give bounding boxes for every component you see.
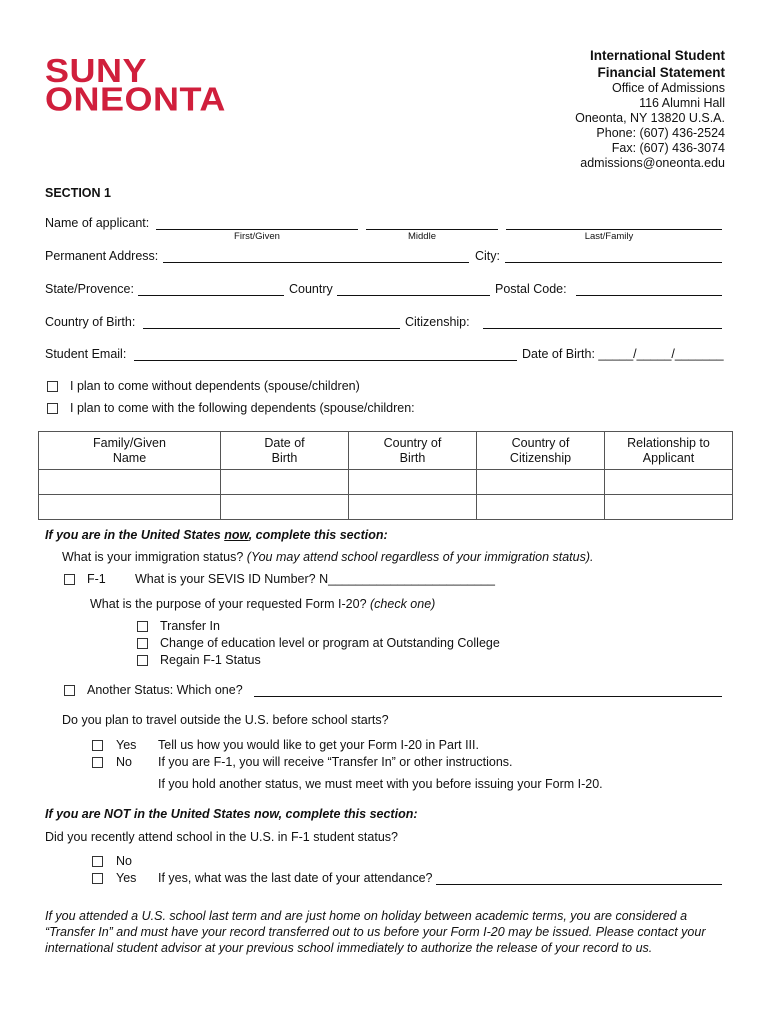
office-fax: Fax: (607) 436-3074 [611,141,725,155]
office-email: admissions@oneonta.edu [580,156,725,170]
first-name-field[interactable] [156,229,358,230]
table-cell[interactable] [605,495,733,520]
travel-question: Do you plan to travel outside the U.S. before school starts? [62,713,389,727]
travel-no-checkbox[interactable] [92,757,103,768]
travel-yes-checkbox[interactable] [92,740,103,751]
name-label: Name of applicant: [45,216,150,230]
dependents-header-row [39,432,733,470]
address-label: Permanent Address: [45,249,159,263]
attended-no-label: No [116,854,132,868]
last-attendance-date-field[interactable] [436,884,722,885]
last-attendance-label: If yes, what was the last date of your attendance? [158,871,433,885]
travel-yes-label: Yes [116,738,137,752]
travel-yes-instructions: Tell us how you would like to get your Form I-20 in Part III. [158,738,479,752]
not-us-section-heading: If you are NOT in the United States now, complete this section: [45,807,418,821]
postal-field[interactable] [576,295,722,296]
logo-line-suny: SUNY [45,51,148,90]
state-field[interactable] [138,295,284,296]
transfer-in-checkbox[interactable] [137,621,148,632]
another-status-checkbox[interactable] [64,685,75,696]
email-field[interactable] [134,360,517,361]
suny-oneonta-logo [45,51,226,118]
birth-country-field[interactable] [143,328,400,329]
country-label: Country [289,282,333,296]
header-country-of-birth: Country of Birth [349,432,477,470]
office-street: 116 Alumni Hall [639,96,725,110]
table-cell[interactable] [477,495,605,520]
regain-f1-label: Regain F-1 Status [160,653,261,667]
with-dependents-checkbox[interactable] [47,403,58,414]
header-name: Family/Given Name [39,432,221,470]
other-status-instructions: If you hold another status, we must meet with you before issuing your Form I-20. [158,777,603,791]
another-status-label: Another Status: Which one? [87,683,243,697]
header-date-of-birth: Date of Birth [221,432,349,470]
f1-checkbox[interactable] [64,574,75,585]
table-cell[interactable] [39,470,221,495]
f1-attendance-question: Did you recently attend school in the U.S. in F-1 student status? [45,830,398,844]
table-cell[interactable] [477,470,605,495]
with-dependents-label: I plan to come with the following dependents (spouse/children: [70,401,415,415]
section1-heading: SECTION 1 [45,186,111,200]
logo-line-oneonta: ONEONTA [45,79,226,118]
table-cell[interactable] [605,470,733,495]
city-label: City: [475,249,500,263]
dependents-table [38,431,733,520]
i20-purpose-question: What is the purpose of your requested Form I-20? (check one) [90,597,436,611]
last-name-field[interactable] [506,229,722,230]
attended-yes-label: Yes [116,871,137,885]
travel-no-instructions: If you are F-1, you will receive “Transfer In” or other instructions. [158,755,513,769]
change-level-label: Change of education level or program at Outstanding College [160,636,500,650]
table-cell[interactable] [39,495,221,520]
address-field[interactable] [163,262,469,263]
office-name: Office of Admissions [611,81,725,95]
email-label: Student Email: [45,347,127,361]
attended-no-checkbox[interactable] [92,856,103,867]
transfer-in-label: Transfer In [160,619,220,633]
postal-label: Postal Code: [495,282,567,296]
travel-no-label: No [116,755,132,769]
state-label: State/Provence: [45,282,134,296]
office-city: Oneonta, NY 13820 U.S.A. [575,111,725,125]
birth-country-label: Country of Birth: [45,315,136,329]
form-title-line1: International Student [590,48,725,63]
form-title-line2: Financial Statement [597,65,725,80]
sevis-id-field[interactable]: What is your SEVIS ID Number? N________________________ [135,572,495,586]
table-row [39,470,733,495]
header-relationship: Relationship to Applicant [605,432,733,470]
table-cell[interactable] [349,470,477,495]
regain-f1-checkbox[interactable] [137,655,148,666]
city-field[interactable] [505,262,722,263]
f1-label: F-1 [87,572,106,586]
last-name-caption: Last/Family [584,231,634,242]
change-level-checkbox[interactable] [137,638,148,649]
country-field[interactable] [337,295,490,296]
first-name-caption: First/Given [234,231,280,242]
transfer-in-note: If you attended a U.S. school last term and are just home on holiday between academic terms, you are considered a “Transfer In” and must have your record transferred out to us before your Form I-20 may be issued. Please contact your international student advisor at your previous school immediately to authorize the release of your record to us. [45,909,706,955]
no-dependents-checkbox[interactable] [47,381,58,392]
header-country-of-citizenship: Country of Citizenship [477,432,605,470]
middle-name-field[interactable] [366,229,498,230]
no-dependents-label: I plan to come without dependents (spouse/children) [70,379,360,393]
table-cell[interactable] [221,470,349,495]
another-status-field[interactable] [254,696,722,697]
attended-yes-checkbox[interactable] [92,873,103,884]
table-row [39,495,733,520]
citizenship-label: Citizenship: [405,315,470,329]
office-phone: Phone: (607) 436-2524 [596,126,725,140]
immigration-status-question: What is your immigration status? (You may attend school regardless of your immigration status). [62,550,594,564]
table-cell[interactable] [349,495,477,520]
date-of-birth-field[interactable]: Date of Birth: _____/_____/_______ [522,347,724,361]
middle-name-caption: Middle [408,231,436,242]
citizenship-field[interactable] [483,328,722,329]
header-address-block [575,47,725,171]
us-section-heading: If you are in the United States now, complete this section: [45,528,388,542]
table-cell[interactable] [221,495,349,520]
